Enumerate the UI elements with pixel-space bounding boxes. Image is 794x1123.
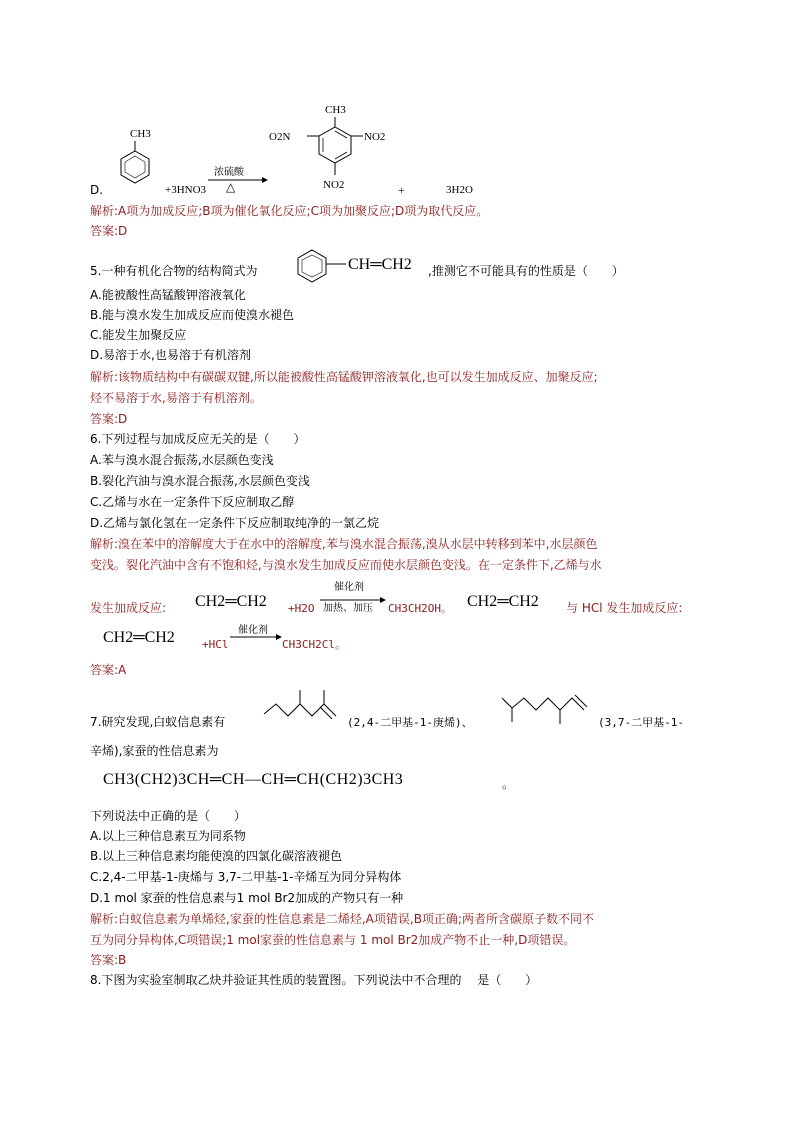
- reaction-arrow-icon: [208, 176, 268, 186]
- q5-analysis-line2: 烃不易溶于水,易溶于有机溶剂。: [90, 391, 262, 405]
- q6-option-d: D.乙烯与氯化氢在一定条件下反应制取纯净的一氯乙烷: [90, 516, 380, 530]
- q5-option-b: B.能与溴水发生加成反应而使溴水褪色: [90, 308, 295, 322]
- q4-analysis: 解析:A项为加成反应;B项为催化氧化反应;C项为加聚反应;D项为取代反应。: [90, 204, 489, 218]
- q7-option-b: B.以上三种信息素均能使溴的四氯化碳溶液褪色: [90, 849, 343, 863]
- q6-analysis-line3-pre: 发生加成反应:: [90, 601, 167, 615]
- q7-option-c: C.2,4-二甲基-1-庚烯与 3,7-二甲基-1-辛烯互为同分异构体: [90, 870, 402, 884]
- styrene-structure-icon: [296, 246, 431, 282]
- q6-eq3-plus: +HCl: [202, 638, 229, 651]
- q7-analysis-line1: 解析:白蚁信息素为单烯烃,家蚕的性信息素是二烯烃,A项错误,B项正确;两者所含碳原子数不同不: [90, 912, 594, 926]
- q5-stem-post: ,推测它不可能具有的性质是（ ）: [428, 264, 624, 278]
- q7-question: 下列说法中正确的是（ ）: [90, 809, 247, 823]
- q6-analysis-line3-post: 与 HCl 发生加成反应:: [566, 601, 683, 615]
- q6-analysis-line2: 变浅。裂化汽油中含有不饱和烃,与溴水发生加成反应而使水层颜色变浅。在一定条件下,乙烯与水: [90, 558, 602, 572]
- q6-eq3-product: CH3CH2Cl。: [282, 638, 346, 651]
- q7-stem-line2: 辛烯),家蚕的性信息素为: [90, 744, 219, 758]
- q4-condition-top: 浓硫酸: [214, 167, 244, 178]
- q6-eq1-cond-top: 催化剂: [334, 582, 364, 593]
- q6-eq1-reactant: CH2═CH2: [195, 593, 267, 610]
- q6-stem: 6.下列过程与加成反应无关的是（ ）: [90, 432, 306, 446]
- q6-option-b: B.裂化汽油与溴水混合振荡,水层颜色变浅: [90, 474, 310, 488]
- q5-option-c: C.能发生加聚反应: [90, 328, 187, 342]
- q8-stem: 8.下图为实验室制取乙炔并验证其性质的装置图。下列说法中不合理的 是（ ）: [90, 973, 538, 987]
- q6-eq1-product: CH3CH2OH。: [388, 602, 452, 615]
- trinitrotoluene-structure-icon: [265, 95, 395, 200]
- q7-analysis-line2: 互为同分异构体,C项错误;1 mol家蚕的性信息素与 1 mol Br2加成产物不止一种,D项错误。: [90, 933, 576, 947]
- q4-condition-bottom: △: [226, 180, 236, 194]
- q6-analysis-line1: 解析:溴在苯中的溶解度大于在水中的溶解度,苯与溴水混合振荡,溴从水层中转移到苯中,水层颜色: [90, 537, 598, 551]
- q6-eq3-reactant: CH2═CH2: [103, 629, 175, 646]
- q7-pheromone-formula: CH3(CH2)3CH═CH—CH═CH(CH2)3CH3: [103, 771, 404, 788]
- q5-analysis-line1: 解析:该物质结构中有碳碳双键,所以能被酸性高锰酸钾溶液氧化,也可以发生加成反应、加聚反应;: [90, 370, 598, 384]
- q7-answer: 答案:B: [90, 953, 127, 967]
- tnt-no2-right: NO2: [364, 131, 386, 143]
- q7-formula-end: 。: [502, 777, 515, 791]
- toluene-structure-icon: [110, 125, 160, 195]
- dimethyloctene-skeleton-icon: [498, 690, 596, 730]
- q6-option-a: A.苯与溴水混合振荡,水层颜色变浅: [90, 453, 274, 467]
- q6-option-c: C.乙烯与水在一定条件下反应制取乙醇: [90, 495, 295, 509]
- q4-reagent: +3HNO3: [165, 184, 207, 196]
- q6-eq1-plus: +H2O: [288, 602, 315, 615]
- q6-eq2-reactant: CH2═CH2: [467, 593, 539, 610]
- q5-stem-pre: 5.一种有机化合物的结构简式为: [90, 264, 258, 278]
- q5-answer: 答案:D: [90, 412, 128, 426]
- q6-eq1-cond-bottom: 加热、加压: [323, 603, 373, 614]
- tnt-no2-bottom: NO2: [323, 179, 345, 191]
- q4-plus: +: [398, 183, 405, 197]
- q6-answer: 答案:A: [90, 663, 127, 677]
- q6-eq3-cond: 催化剂: [238, 625, 268, 636]
- dimethylheptene-skeleton-icon: [262, 686, 342, 726]
- tnt-ch3: CH3: [325, 104, 346, 116]
- tnt-no2-left: O2N: [269, 131, 291, 143]
- q7-option-d: D.1 mol 家蚕的性信息素与1 mol Br2加成的产物只有一种: [90, 891, 404, 905]
- q5-option-d: D.易溶于水,也易溶于有机溶剂: [90, 348, 251, 362]
- q7-name1: (2,4-二甲基-1-庚烯)、: [347, 716, 473, 729]
- q4-water: 3H2O: [446, 184, 473, 196]
- q7-option-a: A.以上三种信息素互为同系物: [90, 829, 246, 843]
- q7-stem-pre: 7.研究发现,白蚁信息素有: [90, 715, 226, 729]
- q4-option-d-label: D.: [90, 183, 104, 197]
- toluene-ch3: CH3: [130, 128, 151, 140]
- q4-answer: 答案:D: [90, 224, 128, 238]
- reaction-arrow-icon: [230, 633, 282, 643]
- styrene-vinyl-label: CH═CH2: [348, 256, 412, 273]
- q7-name2: (3,7-二甲基-1-: [598, 716, 684, 729]
- q5-option-a: A.能被酸性高锰酸钾溶液氧化: [90, 288, 246, 302]
